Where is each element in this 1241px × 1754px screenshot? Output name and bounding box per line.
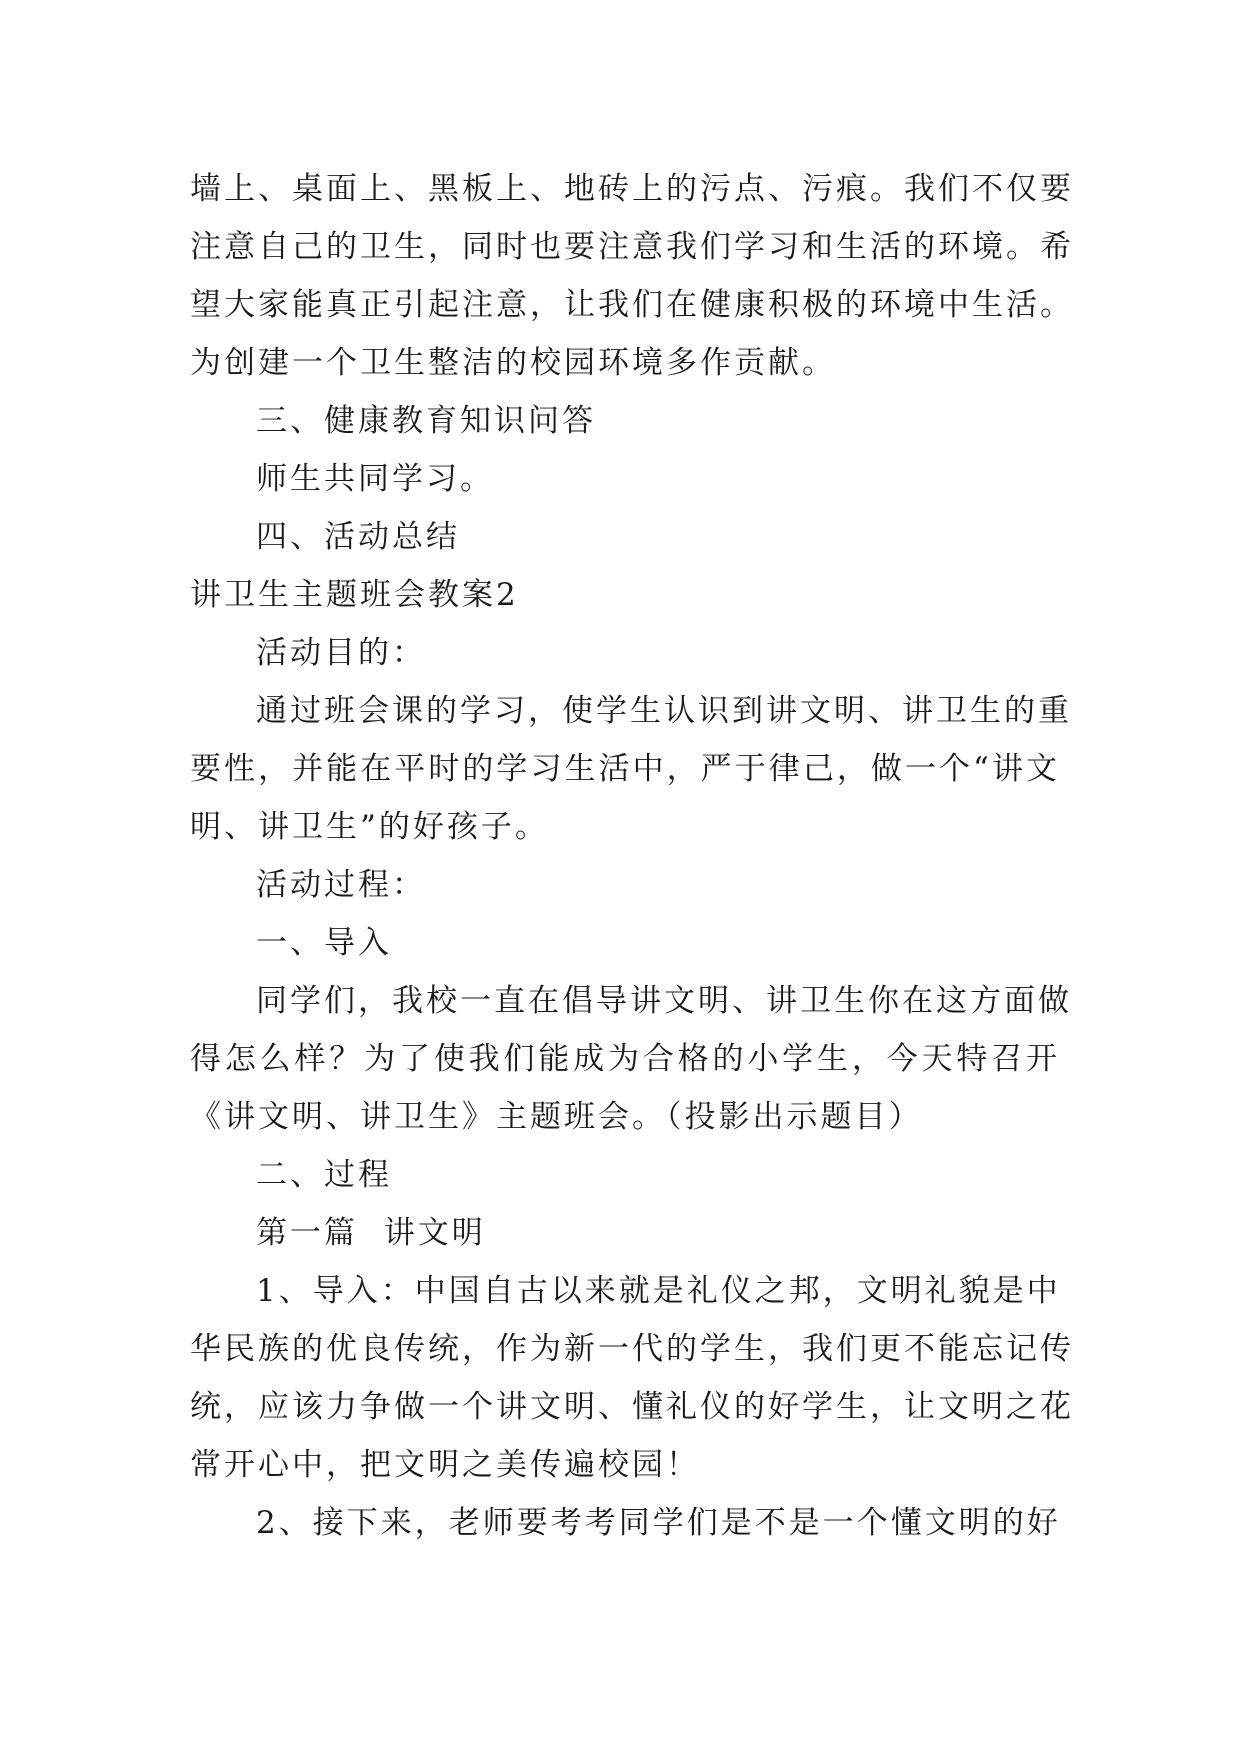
paragraph-line: 得怎么样？为了使我们能成为合格的小学生，今天特召开 <box>190 1041 1060 1077</box>
paragraph-line: 同学们，我校一直在倡导讲文明、讲卫生你在这方面做 <box>256 983 1072 1019</box>
document-title: 讲卫生主题班会教案2 <box>190 577 519 613</box>
paragraph-line: 明、讲卫生”的好孩子。 <box>190 809 549 845</box>
paragraph-line: 《讲文明、讲卫生》主题班会。（投影出示题目） <box>190 1099 923 1135</box>
paragraph-line: 统，应该力争做一个讲文明、懂礼仪的好学生，让文明之花 <box>190 1389 1074 1425</box>
paragraph-line: 注意自己的卫生，同时也要注意我们学习和生活的环境。希 <box>190 229 1074 265</box>
section-heading: 四、活动总结 <box>256 519 460 555</box>
section-heading: 二、过程 <box>256 1157 392 1193</box>
paragraph-line: 华民族的优良传统，作为新一代的学生，我们更不能忘记传 <box>190 1331 1074 1367</box>
paragraph-line: 墙上、桌面上、黑板上、地砖上的污点、污痕。我们不仅要 <box>190 171 1074 207</box>
paragraph-line: 常开心中，把文明之美传遍校园！ <box>190 1447 700 1483</box>
section-heading: 活动过程： <box>256 867 426 903</box>
paragraph-line: 望大家能真正引起注意，让我们在健康积极的环境中生活。 <box>190 287 1074 323</box>
section-heading: 活动目的： <box>256 635 426 671</box>
paragraph-line: 通过班会课的学习，使学生认识到讲文明、讲卫生的重 <box>256 693 1072 729</box>
document-body <box>190 160 1074 1552</box>
paragraph-line: 要性，并能在平时的学习生活中，严于律己，做一个“讲文 <box>190 751 1060 787</box>
paragraph-line: 为创建一个卫生整洁的校园环境多作贡献。 <box>190 345 836 381</box>
paragraph-line: 师生共同学习。 <box>256 461 494 497</box>
section-heading: 三、健康教育知识问答 <box>256 403 596 439</box>
section-heading: 第一篇 讲文明 <box>256 1215 486 1251</box>
paragraph-line: 1、导入：中国自古以来就是礼仪之邦，文明礼貌是中 <box>256 1273 1061 1309</box>
paragraph-line: 2、接下来，老师要考考同学们是不是一个懂文明的好 <box>256 1505 1061 1541</box>
section-heading: 一、导入 <box>256 925 392 961</box>
